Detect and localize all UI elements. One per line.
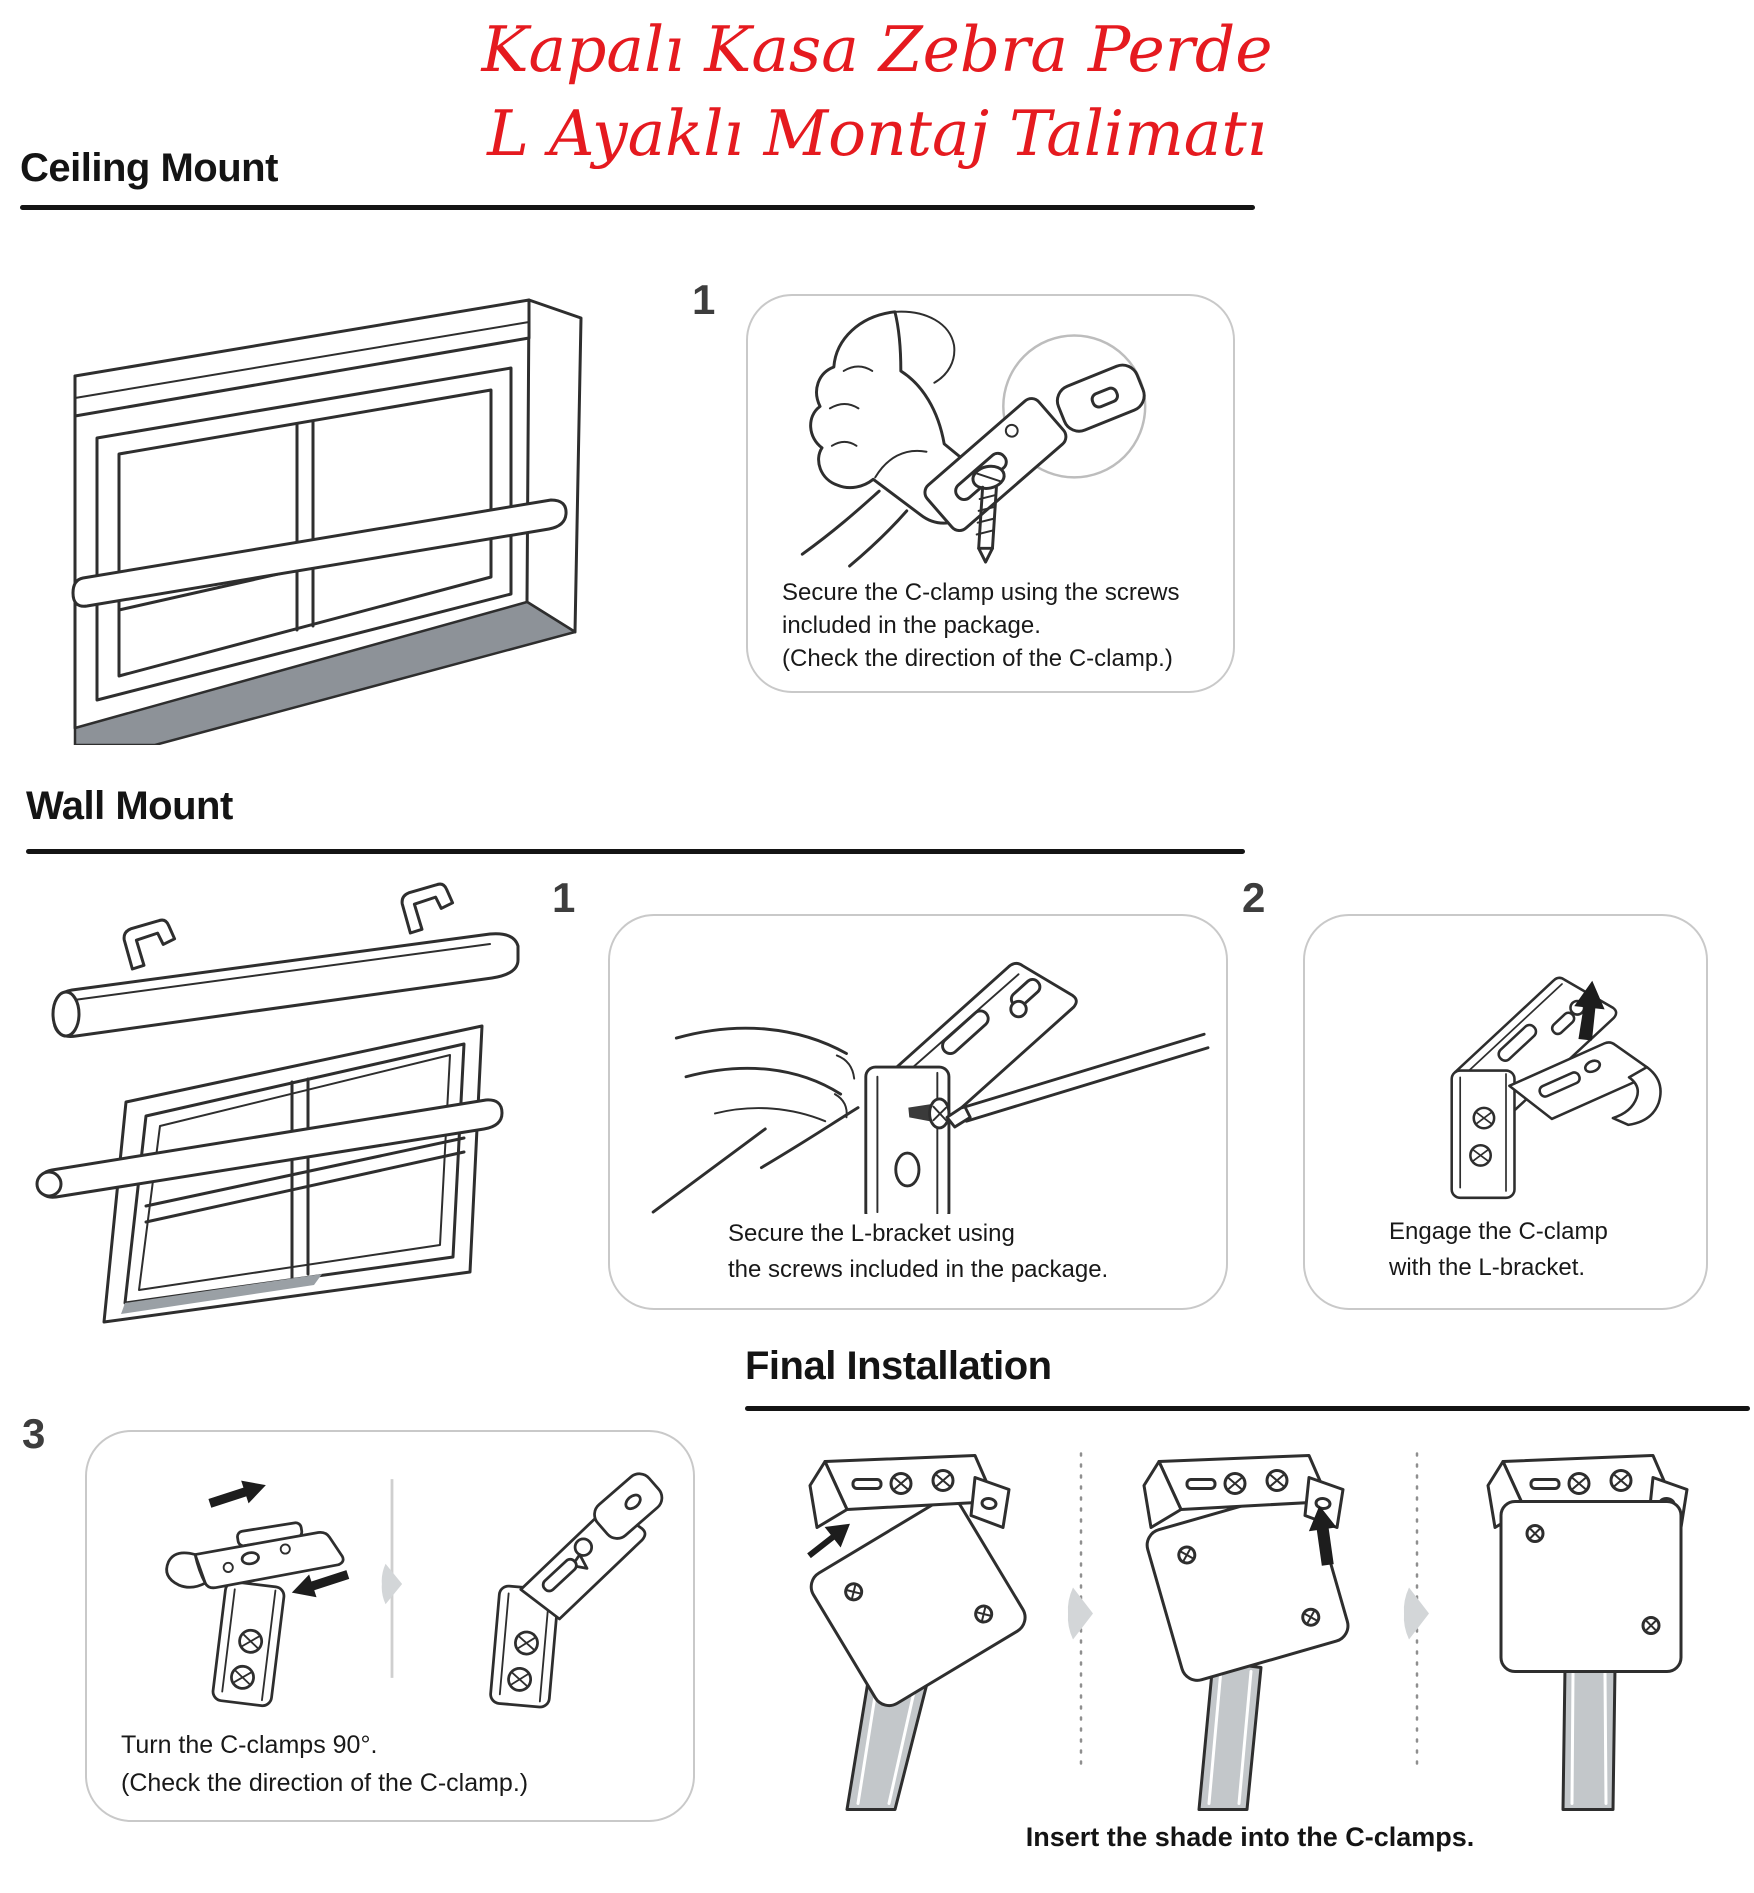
- final-caption: Insert the shade into the C-clamps.: [1025, 1822, 1475, 1852]
- section-heading-ceiling-mount: Ceiling Mount: [20, 146, 278, 190]
- heading-rule-final: [745, 1406, 1750, 1411]
- step-card-wall-1: [608, 914, 1228, 1310]
- section-heading-final-installation: Final Installation: [745, 1344, 1052, 1388]
- wall-mount-window-illustration: [22, 876, 562, 1336]
- turn-c-clamps-illustration: [101, 1446, 683, 1722]
- bracket-after: [490, 1469, 667, 1708]
- c-clamp: [810, 1456, 1009, 1528]
- final-installation-sequence-illustration: [745, 1436, 1754, 1814]
- l-bracket-screwdriver-illustration: [618, 924, 1218, 1214]
- caption-line: Secure the L-bracket using: [728, 1220, 1015, 1247]
- step-caption: [121, 1726, 528, 1802]
- heading-rule-wall: [26, 849, 1245, 854]
- mount-clip: [122, 919, 178, 970]
- caption-line: Turn the C-clamps 90°.: [121, 1731, 378, 1759]
- caption-line: included in the package.: [782, 612, 1041, 639]
- final-panel-2: [1143, 1456, 1351, 1810]
- step-number-ceiling-1: 1: [692, 276, 716, 323]
- step-number-wall-1: 1: [552, 874, 576, 921]
- step-card-final-3: [85, 1430, 695, 1822]
- step-caption: [782, 576, 1180, 675]
- step-caption: [1389, 1214, 1608, 1286]
- l-bracket-plate: [866, 1067, 949, 1214]
- l-bracket-plate: [1452, 1071, 1515, 1198]
- step-caption: [728, 1216, 1108, 1288]
- mount-clip: [400, 883, 456, 934]
- step-card-ceiling-1: [746, 294, 1235, 693]
- page-title-line2: L Ayaklı Montaj Talimatı: [487, 97, 1267, 170]
- final-panel-1: [801, 1456, 1031, 1810]
- section-heading-wall-mount: Wall Mount: [26, 784, 233, 828]
- c-clamp-hook-tab: [1053, 360, 1149, 436]
- ceiling-mount-window-illustration: [35, 280, 620, 745]
- c-clamp-l-bracket-illustration: [1317, 928, 1695, 1208]
- caption-line: with the L-bracket.: [1389, 1254, 1586, 1281]
- caption-line: Engage the C-clamp: [1389, 1218, 1608, 1245]
- caption-line: (Check the direction of the C-clamp.): [782, 645, 1173, 672]
- caption-line: Secure the C-clamp using the screws: [782, 579, 1180, 606]
- heading-rule-ceiling: [20, 205, 1255, 210]
- bracket-before: [167, 1522, 344, 1707]
- page-title-line1: Kapalı Kasa Zebra Perde: [481, 13, 1273, 86]
- shade-fabric-strip: [1199, 1662, 1261, 1810]
- caption-line: (Check the direction of the C-clamp.): [121, 1769, 529, 1797]
- caption-line: the screws included in the package.: [728, 1256, 1109, 1283]
- final-panel-3: [1488, 1456, 1687, 1810]
- c-clamp-screw-illustration: [748, 300, 1233, 568]
- step-card-wall-2: [1303, 914, 1708, 1310]
- rotate-arrow-icon: [206, 1474, 269, 1515]
- step-number-wall-2: 2: [1242, 874, 1266, 921]
- step-number-final-3: 3: [22, 1410, 46, 1457]
- shade-cassette: [1501, 1502, 1681, 1672]
